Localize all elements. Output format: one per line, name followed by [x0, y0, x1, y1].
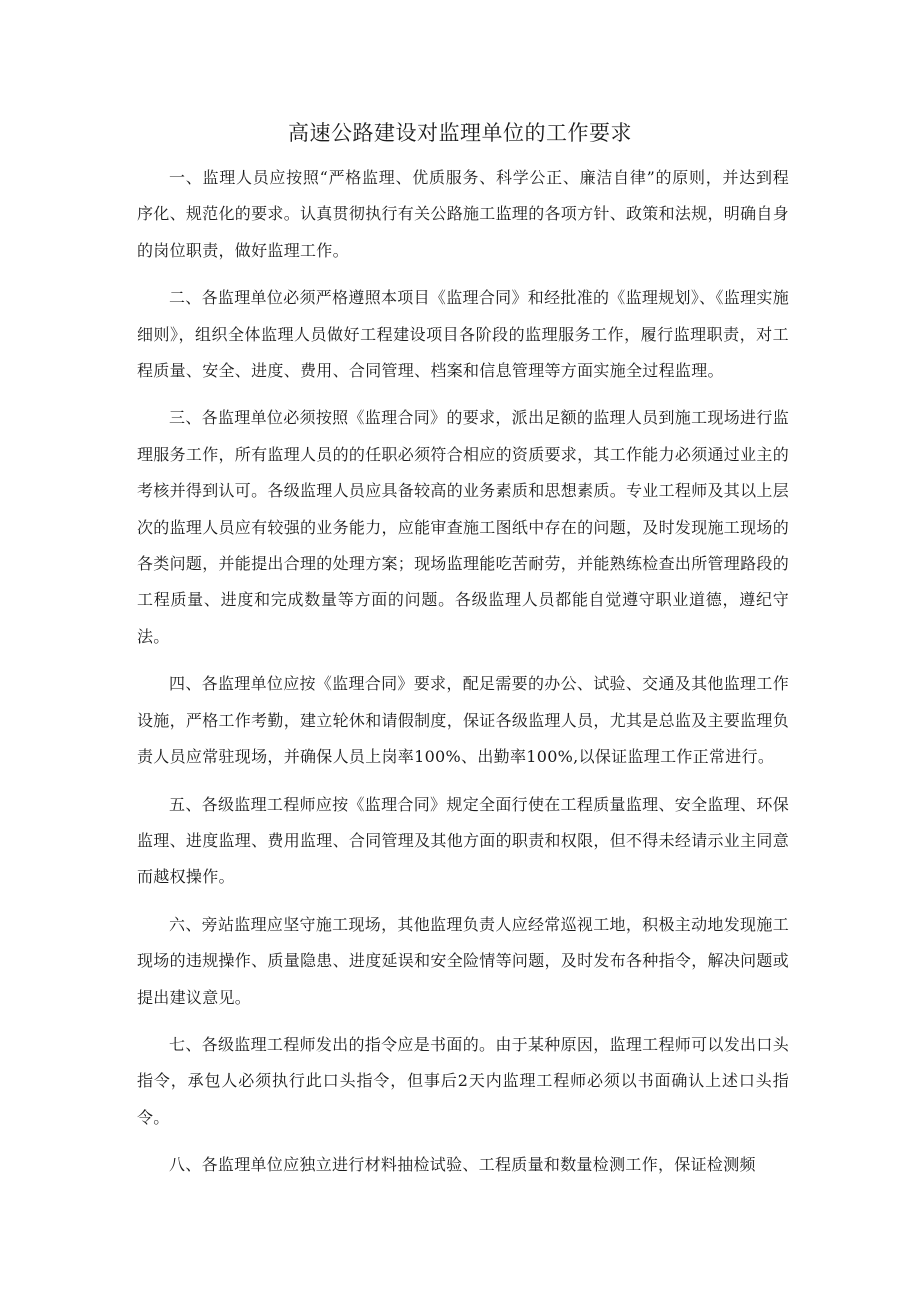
paragraph-7: 七、各级监理工程师发出的指令应是书面的。由于某种原因，监理工程师可以发出口头指令，承包人必须执行此口头指令，但事后2天内监理工程师必须以书面确认上述口头指令。 [137, 1034, 789, 1127]
paragraph-2: 二、各监理单位必须严格遵照本项目《监理合同》和经批准的《监理规划》、《监理实施细则》，组织全体监理人员做好工程建设项目各阶段的监理服务工作，履行监理职责，对工程质量、安全、进度、费用、合同管理、档案和信息管理等方面实施全过程监理。 [137, 288, 789, 381]
paragraph-4: 四、各监理单位应按《监理合同》要求，配足需要的办公、试验、交通及其他监理工作设施，严格工作考勤，建立轮休和请假制度，保证各级监理人员，尤其是总监及主要监理负责人员应常驻现场，并确保人员上岗率100%、出勤率100%,以保证监理工作正常进行。 [137, 674, 790, 767]
paragraph-5: 五、各级监理工程师应按《监理合同》规定全面行使在工程质量监理、安全监理、环保监理、进度监理、费用监理、合同管理及其他方面的职责和权限，但不得未经请示业主同意而越权操作。 [137, 794, 790, 887]
paragraph-1: 一、监理人员应按照“严格监理、优质服务、科学公正、廉洁自律”的原则，并达到程序化、规范化的要求。认真贯彻执行有关公路施工监理的各项方针、政策和法规，明确自身的岗位职责，做好监理工作。 [137, 168, 790, 260]
page-title: 高速公路建设对监理单位的工作要求 [288, 121, 632, 145]
document-body [137, 160, 789, 1195]
paragraph-3: 三、各监理单位必须按照《监理合同》的要求，派出足额的监理人员到施工现场进行监理服务工作，所有监理人员的的任职必须符合相应的资质要求，其工作能力必须通过业主的考核并得到认可。各级监理人员应具备较高的业务素质和思想素质。专业工程师及其以上层次的监理人员应有较强的业务能力，应能审查施工图纸中存在的问题，及时发现施工现场的各类问题，并能提出合理的处理方案；现场监理能吃苦耐劳，并能熟练检查出所管理路段的工程质量、进度和完成数量等方面的问题。各级监理人员都能自觉遵守职业道德，遵纪守法。 [137, 408, 790, 646]
paragraph-8: 八、各监理单位应独立进行材料抽检试验、工程质量和数量检测工作，保证检测频 [169, 1155, 756, 1175]
paragraph-6: 六、旁站监理应坚守施工现场，其他监理负责人应经常巡视工地，积极主动地发现施工现场的违规操作、质量隐患、进度延误和安全险情等问题，及时发布各种指令，解决问题或提出建议意见。 [137, 914, 790, 1007]
